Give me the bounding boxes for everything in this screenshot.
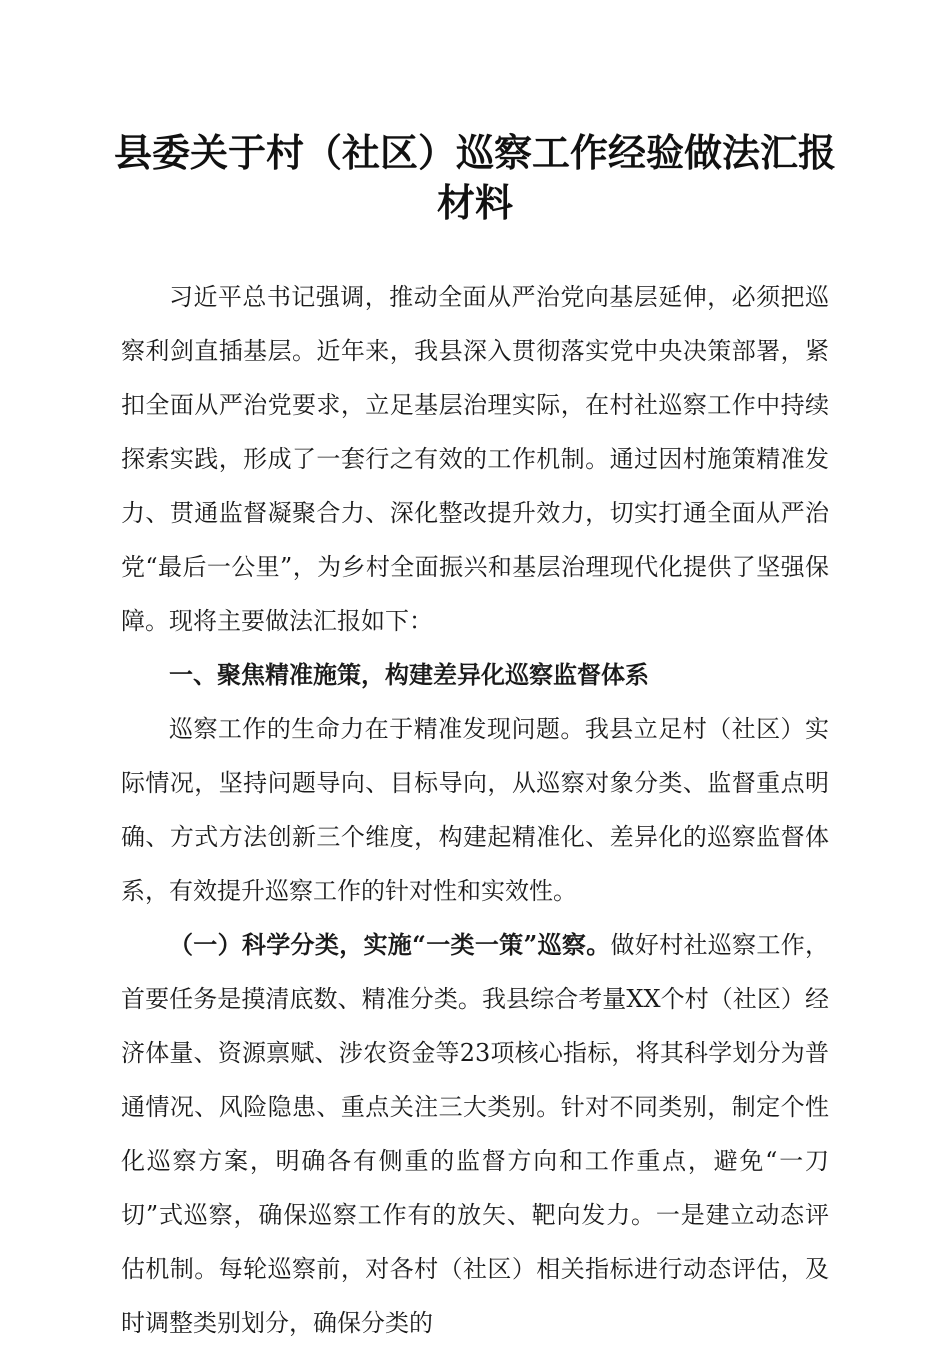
section-summary-paragraph: 巡察工作的生命力在于精准发现问题。我县立足村（社区）实际情况，坚持问题导向、目标导向，从巡察对象分类、监督重点明确、方式方法创新三个维度，构建起精准化、差异化的巡察监督体系，有效提升巡察工作的针对性和实效性。 [121,715,829,905]
section-heading: 一、聚焦精准施策，构建差异化巡察监督体系 [169,661,649,689]
subsection-paragraph [121,918,829,1350]
subsection-lead: （一）科学分类，实施“一类一策”巡察。 [169,930,611,959]
document-body [121,270,829,1350]
document-title: 县委关于村（社区）巡察工作经验做法汇报材料 [113,130,836,225]
subsection-text: 做好村社巡察工作，首要任务是摸清底数、精准分类。我县综合考量XX个村（社区）经济体量、资源禀赋、涉农资金等23项核心指标，将其科学划分为普通情况、风险隐患、重点关注三大类别。针对不同类别，制定个性化巡察方案，明确各有侧重的监督方向和工作重点，避免“一刀切”式巡察，确保巡察工作有的放矢、靶向发力。一是建立动态评估机制。每轮巡察前，对各村（社区）相关指标进行动态评估，及时调整类别划分，确保分类的 [121,931,830,1337]
intro-paragraph: 习近平总书记强调，推动全面从严治党向基层延伸，必须把巡察利剑直插基层。近年来，我县深入贯彻落实党中央决策部署，紧扣全面从严治党要求，立足基层治理实际，在村社巡察工作中持续探索实践，形成了一套行之有效的工作机制。通过因村施策精准发力、贯通监督凝聚合力、深化整改提升效力，切实打通全面从严治党“最后一公里”，为乡村全面振兴和基层治理现代化提供了坚强保障。现将主要做法汇报如下： [121,283,829,635]
